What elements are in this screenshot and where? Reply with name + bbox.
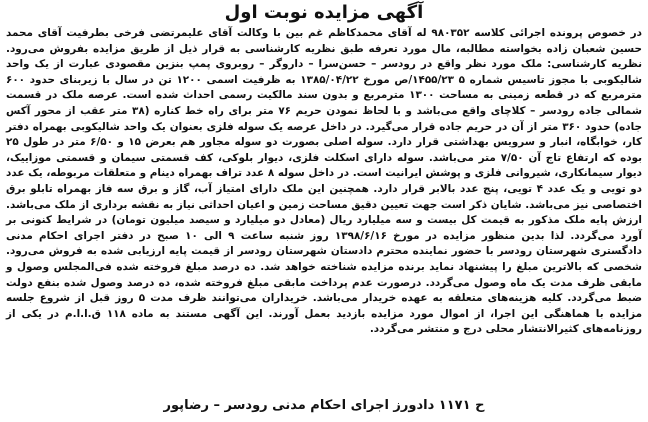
notice-title: آگهی مزایده نوبت اول bbox=[224, 2, 424, 23]
notice-signature: ح ۱۱۷۱ دادورز اجرای احکام مدنی رودسر – رضاپور bbox=[163, 398, 485, 413]
notice-body: در خصوص پرونده اجرائی کلاسه ۹۸۰۳۵۲ له آقای محمدکاظم غم بین با وکالت آقای علیمرتضی فرخی بطرفیت آقای محمد حسین شعبان زاده بخواسته مطالبه، مال مورد تعرفه طبق نظریه کارشناسی به قرار ذیل از طریق مزایده بفروش می‌رود. نظریه کارشناسی: ملک مورد نظر واقع در رودسر – حسن‌سرا – داروگر – روبروی پمپ بنزین مقصودی عبارت از یک واحد شالیکوبی با مجوز تاسیس شماره ۵ ۱۴۵۵/۲۳/ص مورخ ۱۳۸۵/۰۴/۲۲ به ظرفیت اسمی ۱۲۰۰ تن در سال با زیربنای حدود ۶۰۰ مترمربع که در قطعه زمینی به مساحت ۱۳۰۰ مترمربع و بدون سند مالکیت رسمی احداث شده است. عرصه ملک در قسمت شمالی جاده رودسر – کلاچای واقع می‌باشد و با لحاظ نمودن حریم ۷۶ متر برای راه خط کناره (۳۸ متر عقب از محور آکس جاده) حدود ۳۶۰ متر از آن در حریم جاده قرار می‌گیرد. در داخل عرصه یک سوله فلزی بعنوان یک واحد شالیکوبی بهمراه دفتر کار، خوابگاه، انبار و سرویس بهداشتی قرار دارد. سوله اصلی بصورت دو سوله مجاور هم بعرض ۱۵ و ۶/۵۰ متر در طول ۲۵ بوده که ارتفاع تاج آن ۷/۵۰ متر می‌باشد. سوله دارای اسکلت فلزی، دیوار بلوکی، کف قسمتی سیمان و قسمتی موزاییک، دیوار سیمانکاری، شیروانی فلزی و پوشش ایرانیت است. در داخل سوله ۸ عدد تراف بهمراه دینام و متعلقات مربوطه، یک عدد دو تویی و یک عدد ۴ تویی، پنج عدد بالابر قرار دارد. همچنین این ملک دارای امتیاز آب، گاز و برق سه فاز بهمراه تابلو برق اختصاصی نیز می‌باشد. شایان ذکر است جهت تعیین دقیق مساحت زمین و اعیان احداثی نیاز به نقشه برداری از ملک می‌باشد. ارزش پایه ملک مذکور به قیمت کل بیست و سه میلیارد ریال (معادل دو میلیارد و سیصد میلیون تومان) در شرایط کنونی بر آورد می‌گردد. لذا بدین منظور مزایده در مورخ ۱۳۹۸/۶/۱۶ روز شنبه ساعت ۹ الی ۱۰ صبح در دفتر اجرای احکام مدنی دادگستری شهرستان رودسر با حضور نماینده محترم دادستان شهرستان رودسر از قیمت پایه ارزیابی شده به فروش می‌رود. شخصی که بالاترین مبلغ را پیشنهاد نماید برنده مزایده شناخته خواهد شد. ده درصد مبلغ فروخته شده فی‌المجلس وصول و مابقی ظرف مدت یک ماه وصول می‌گردد. درصورت عدم پرداخت مابقی مبلغ فروخته شده، ده درصد وصول شده بنفع دولت ضبط می‌گردد. کلیه هزینه‌های متعلقه به عهده خریدار می‌باشد. خریداران می‌توانند ظرف مدت ۵ روز قبل از شروع جلسه مزایده با هماهنگی این اجرا، از اموال مورد مزایده بازدید بعمل آورند. این آگهی مستند به ماده ۱۱۸ ق.ا.ا.م در یکی از روزنامه‌های کثیرالانتشار محلی درج و منتشر می‌گردد. bbox=[6, 27, 643, 336]
auction-notice bbox=[6, 3, 642, 417]
